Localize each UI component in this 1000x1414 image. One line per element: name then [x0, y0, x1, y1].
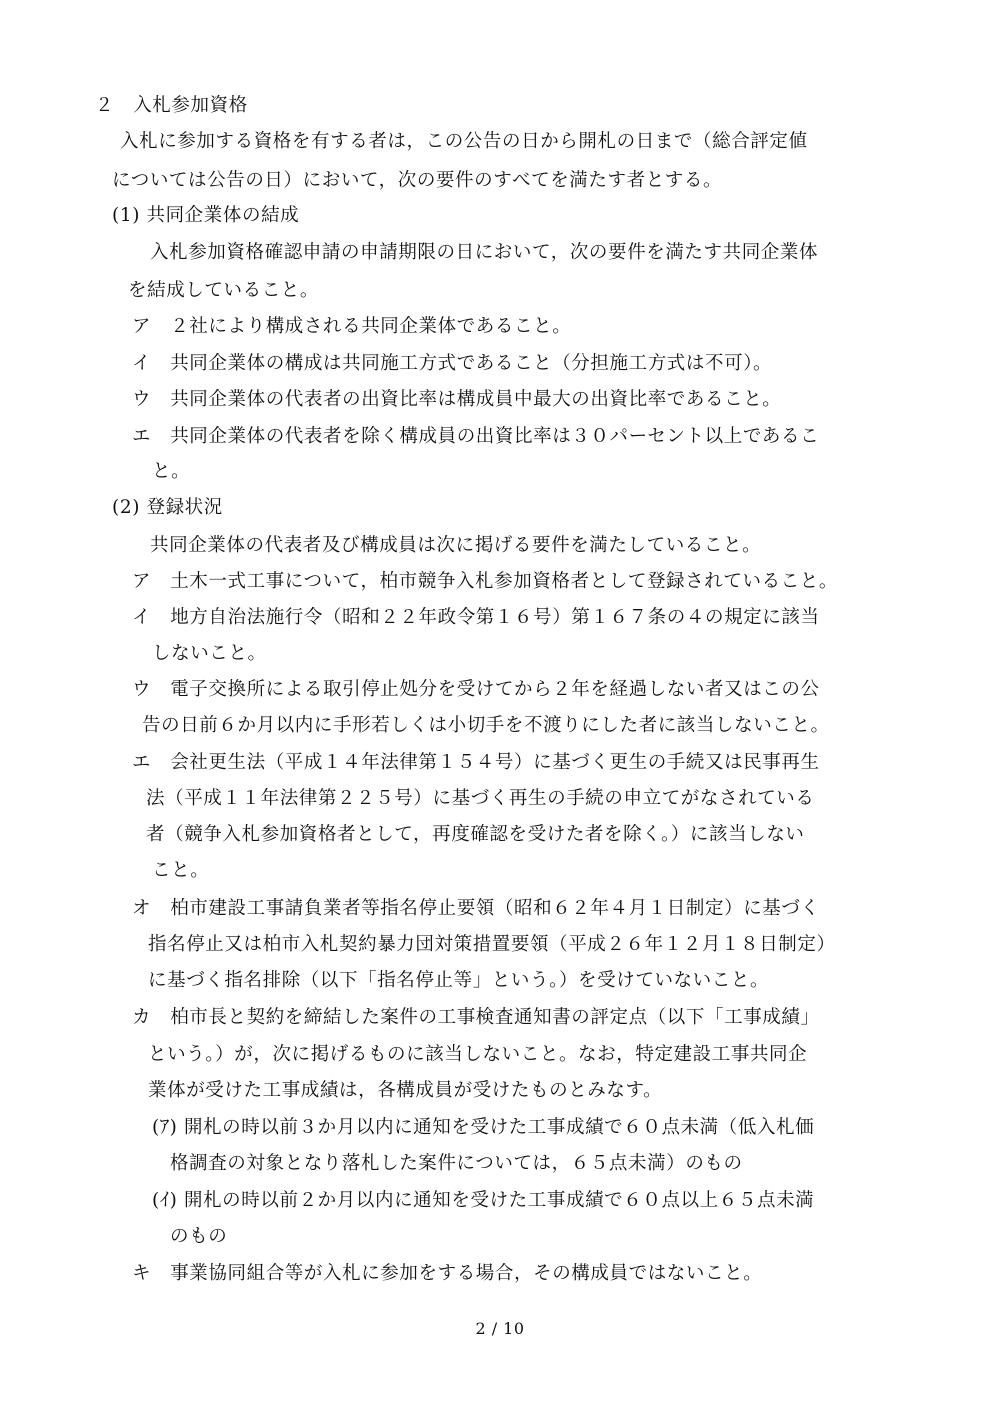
list-item-continuation: 業体が受けた工事成績は，各構成員が受けたものとみなす。 — [148, 1080, 663, 1101]
list-item: カ 柏市長と契約を締結した案件の工事検査通知書の評定点（以下「工事成績」 — [132, 1007, 820, 1028]
page-number: 2 / 10 — [475, 1319, 525, 1338]
sub-list-item: (ｲ) 開札の時以前２か月以内に通知を受けた工事成績で６０点以上６５点未満 — [152, 1190, 815, 1211]
sub-list-item: (ｱ) 開札の時以前３か月以内に通知を受けた工事成績で６０点未満（低入札価 — [152, 1117, 815, 1138]
list-item: キ 事業協同組合等が入札に参加をする場合，その構成員ではないこと。 — [132, 1263, 763, 1284]
list-item: エ 会社更生法（平成１４年法律第１５４号）に基づく更生の手続又は民事再生 — [132, 752, 820, 773]
paragraph-line: 入札参加資格確認申請の申請期限の日において，次の要件を満たす共同企業体 — [150, 242, 819, 263]
list-item: ア ２社により構成される共同企業体であること。 — [132, 316, 572, 337]
list-item-continuation: 法（平成１１年法律第２２５号）に基づく再生の手続の申立てがなされている — [146, 788, 815, 809]
subsection-heading: (1) 共同企業体の結成 — [112, 205, 300, 226]
section-heading: ２ 入札参加資格 — [95, 95, 248, 116]
list-item-continuation: 告の日前６か月以内に手形若しくは小切手を不渡りにした者に該当しないこと。 — [142, 715, 830, 736]
paragraph-line: 共同企業体の代表者及び構成員は次に掲げる要件を満たしていること。 — [150, 535, 762, 556]
sub-list-item-continuation: 格調査の対象となり落札した案件については，６５点未満）のもの — [170, 1153, 743, 1174]
list-item: ア 土木一式工事について，柏市競争入札参加資格者として登録されていること。 — [132, 571, 838, 592]
list-item-continuation: と。 — [152, 461, 191, 482]
list-item: オ 柏市建設工事請負業者等指名停止要領（昭和６２年４月１日制定）に基づく — [132, 898, 820, 919]
list-item-continuation: 指名停止又は柏市入札契約暴力団対策措置要領（平成２６年１２月１８日制定） — [148, 934, 836, 955]
list-item-continuation: という。）が，次に掲げるものに該当しないこと。なお，特定建設工事共同企 — [148, 1044, 808, 1065]
sub-list-item-continuation: のもの — [170, 1226, 228, 1247]
paragraph-line: 入札に参加する資格を有する者は，この公告の日から開札の日まで（総合評定値 — [120, 131, 808, 152]
list-item: ウ 共同企業体の代表者の出資比率は構成員中最大の出資比率であること。 — [132, 389, 782, 410]
list-item: イ 共同企業体の構成は共同施工方式であること（分担施工方式は不可）。 — [132, 353, 773, 374]
paragraph-line: を結成していること。 — [128, 280, 320, 301]
list-item: エ 共同企業体の代表者を除く構成員の出資比率は３０パーセント以上であるこ — [132, 426, 820, 447]
list-item-continuation: 者（競争入札参加資格者として，再度確認を受けた者を除く。）に該当しない — [146, 824, 805, 845]
list-item: イ 地方自治法施行令（昭和２２年政令第１６号）第１６７条の４の規定に該当 — [132, 607, 820, 628]
list-item: ウ 電子交換所による取引停止処分を受けてから２年を経過しない者又はこの公 — [132, 679, 820, 700]
list-item-continuation: に基づく指名排除（以下「指名停止等」という。）を受けていないこと。 — [148, 970, 770, 991]
paragraph-line: については公告の日）において，次の要件のすべてを満たす者とする。 — [112, 170, 723, 191]
list-item-continuation: しないこと。 — [152, 643, 267, 664]
subsection-heading: (2) 登録状況 — [112, 497, 223, 518]
list-item-continuation: こと。 — [152, 860, 210, 881]
